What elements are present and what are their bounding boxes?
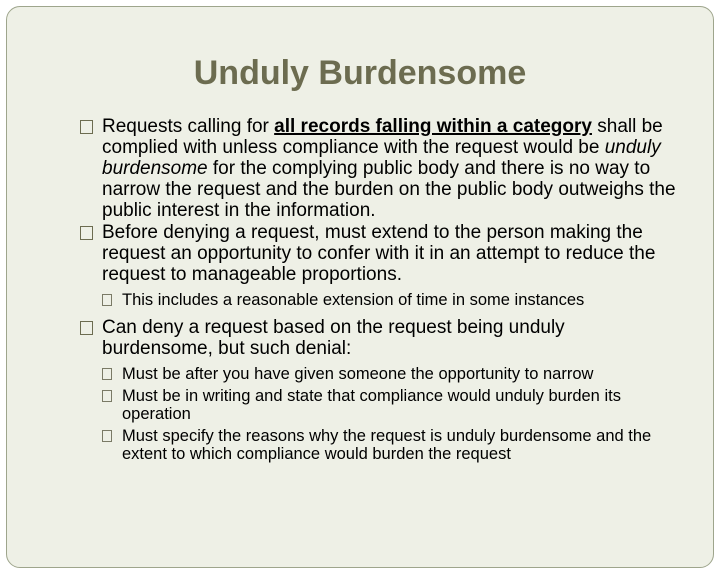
bullet-text: Before denying a request, must extend to the person making the request an opportunity to confer with it in an attempt to reduce the request to manageable proportions.	[102, 222, 656, 285]
bullet-text-middle: shall be complied with unless compliance with the request would be	[102, 116, 663, 158]
sub-bullet-box-icon	[102, 294, 112, 306]
bullet-can-deny	[80, 317, 680, 359]
sub-bullet-after-opportunity	[80, 365, 680, 383]
bullet-before-denying	[80, 222, 680, 285]
sub-bullet-box-icon	[102, 368, 112, 380]
sub-bullet-specify-reasons	[80, 427, 680, 463]
slide-title: Unduly Burdensome	[193, 54, 527, 92]
bullet-text-prefix: Requests calling for	[102, 116, 275, 137]
bullet-all-records	[80, 116, 680, 221]
bullet-text-emphasis: unduly burdensome	[102, 137, 661, 179]
sub-bullet-box-icon	[102, 430, 112, 442]
sub-bullet-text: Must be in writing and state that compliance would unduly burden its operation	[122, 387, 621, 423]
bullet-box-icon	[80, 226, 93, 240]
sub-bullet-in-writing	[80, 387, 680, 423]
sub-bullet-box-icon	[102, 390, 112, 402]
bullet-text-suffix: for the complying public body and there is no way to narrow the request and the burden on the public body outweighs the public interest in the information.	[102, 158, 676, 221]
sub-bullet-text: Must specify the reasons why the request is unduly burdensome and the extent to which compliance would burden the request	[122, 427, 652, 463]
sub-bullet-text: Must be after you have given someone the opportunity to narrow	[122, 365, 594, 383]
bullet-text-highlight: all records falling within a category	[274, 116, 592, 137]
bullet-box-icon	[80, 321, 93, 335]
sub-bullet-extension	[80, 291, 680, 309]
bullet-text: Can deny a request based on the request being unduly burdensome, but such denial:	[102, 317, 565, 359]
bullet-box-icon	[80, 120, 93, 134]
sub-bullet-text: This includes a reasonable extension of time in some instances	[122, 291, 585, 309]
slide-content	[80, 116, 680, 467]
